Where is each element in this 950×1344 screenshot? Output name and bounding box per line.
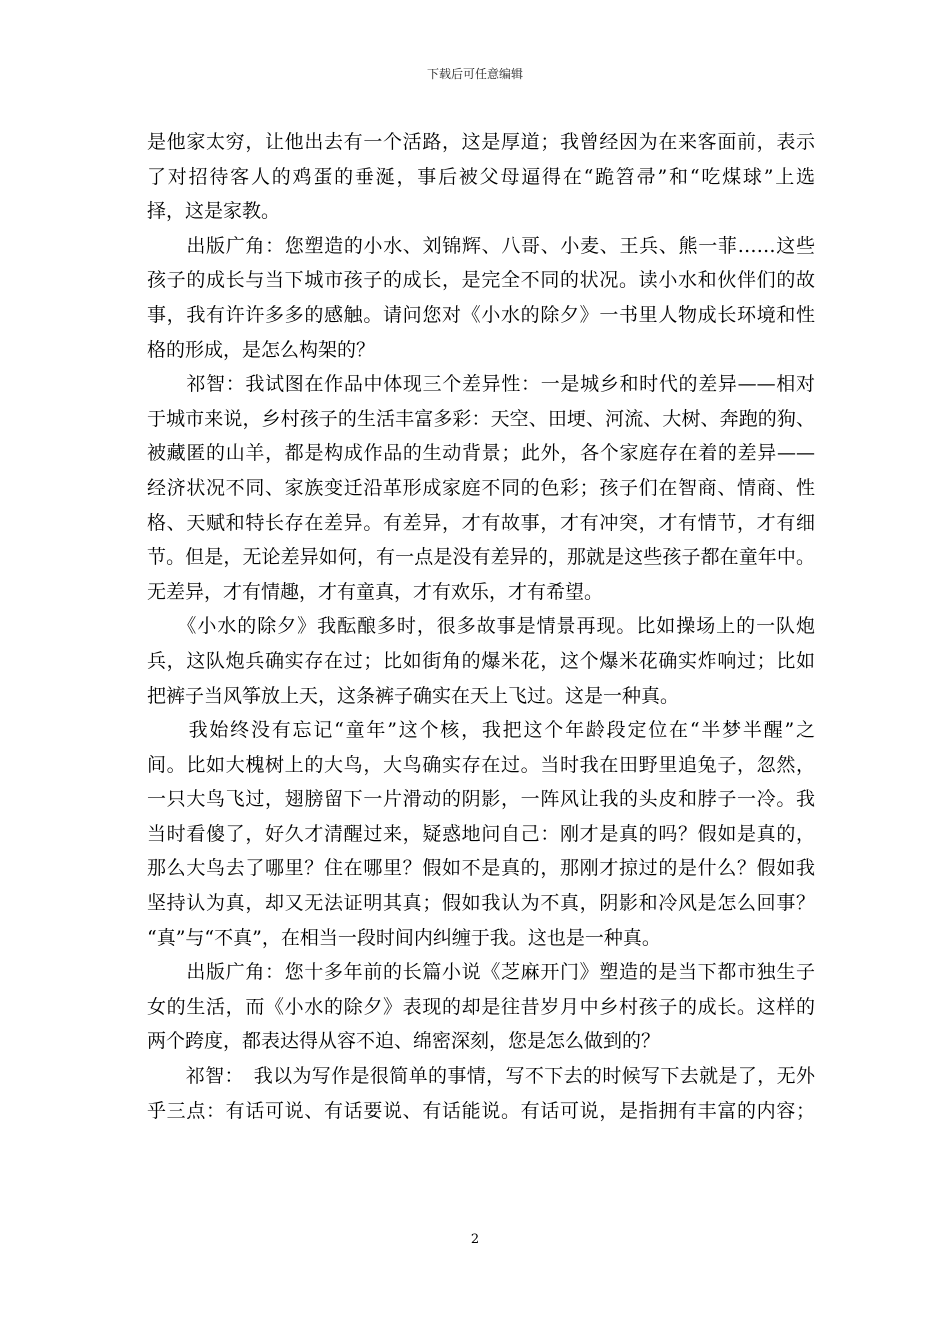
text-line: 经济状况不同、家族变迁沿革形成家庭不同的色彩；孩子们在智商、情商、性 (147, 476, 815, 499)
text-line: 《小水的除夕》我酝酿多时，很多故事是情景再现。比如操场上的一队炮 (147, 615, 815, 638)
text-line: 兵，这队炮兵确实存在过；比如街角的爆米花，这个爆米花确实炸响过；比如 (147, 649, 815, 672)
text-line: 祁智：我试图在作品中体现三个差异性：一是城乡和时代的差异——相对 (147, 373, 815, 396)
text-line: 孩子的成长与当下城市孩子的成长，是完全不同的状况。读小水和伙伴们的故 (147, 269, 815, 292)
text-line: 祁智： 我以为写作是很简单的事情，写不下去的时候写下去就是了，无外 (147, 1065, 815, 1088)
text-line: 事，我有许许多多的感触。请问您对《小水的除夕》一书里人物成长环境和性 (147, 303, 815, 326)
text-line: 被藏匿的山羊，都是构成作品的生动背景；此外，各个家庭存在着的差异—— (147, 442, 815, 465)
text-line: 了对招待客人的鸡蛋的垂涎，事后被父母逼得在“跪笤帚”和“吃煤球”上选 (147, 165, 815, 188)
text-line: 节。但是，无论差异如何，有一点是没有差异的，那就是这些孩子都在童年中。 (147, 546, 815, 569)
text-line: 把裤子当风筝放上天，这条裤子确实在天上飞过。这是一种真。 (147, 684, 680, 707)
text-line: 女的生活，而《小水的除夕》表现的却是往昔岁月中乡村孩子的成长。这样的 (147, 995, 815, 1018)
text-line: 是他家太穷，让他出去有一个活路，这是厚道；我曾经因为在来客面前，表示 (147, 131, 815, 153)
page-header: 下载后可任意编辑 (426, 67, 523, 81)
text-line: 我始终没有忘记“童年”这个核，我把这个年龄段定位在“半梦半醒”之 (147, 719, 815, 742)
text-line: 一只大鸟飞过，翅膀留下一片滑动的阴影，一阵风让我的头皮和脖子一冷。我 (147, 788, 815, 811)
text-line: 坚持认为真，却又无法证明其真；假如我认为不真，阴影和冷风是怎么回事？ (147, 892, 815, 915)
text-line: 格、天赋和特长存在差异。有差异，才有故事，才有冲突，才有情节，才有细 (147, 511, 815, 534)
text-line: 两个跨度，都表达得从容不迫、绵密深刻，您是怎么做到的？ (147, 1030, 661, 1053)
text-line: 格的形成，是怎么构架的？ (147, 338, 376, 361)
text-line: 出版广角：您塑造的小水、刘锦辉、八哥、小麦、王兵、熊一菲……这些 (147, 234, 815, 257)
text-line: 那么大鸟去了哪里？住在哪里？假如不是真的，那刚才掠过的是什么？假如我 (147, 857, 815, 880)
text-line: 乎三点：有话可说、有话要说、有话能说。有话可说，是指拥有丰富的内容； (147, 1099, 815, 1122)
text-line: 择，这是家教。 (147, 200, 281, 223)
article-body (147, 125, 815, 1128)
text-line: 出版广角：您十多年前的长篇小说《芝麻开门》塑造的是当下都市独生子 (147, 961, 815, 984)
text-line: 于城市来说，乡村孩子的生活丰富多彩：天空、田埂、河流、大树、奔跑的狗、 (147, 407, 815, 430)
page-number: 2 (470, 1232, 480, 1247)
text-line: 无差异，才有情趣，才有童真，才有欢乐，才有希望。 (147, 580, 604, 603)
text-line: “真”与“不真”，在相当一段时间内纠缠于我。这也是一种真。 (147, 926, 661, 949)
text-line: 间。比如大槐树上的大鸟，大鸟确实存在过。当时我在田野里追兔子，忽然， (147, 753, 815, 776)
text-line: 当时看傻了，好久才清醒过来，疑惑地问自己：刚才是真的吗？假如是真的， (147, 822, 815, 845)
